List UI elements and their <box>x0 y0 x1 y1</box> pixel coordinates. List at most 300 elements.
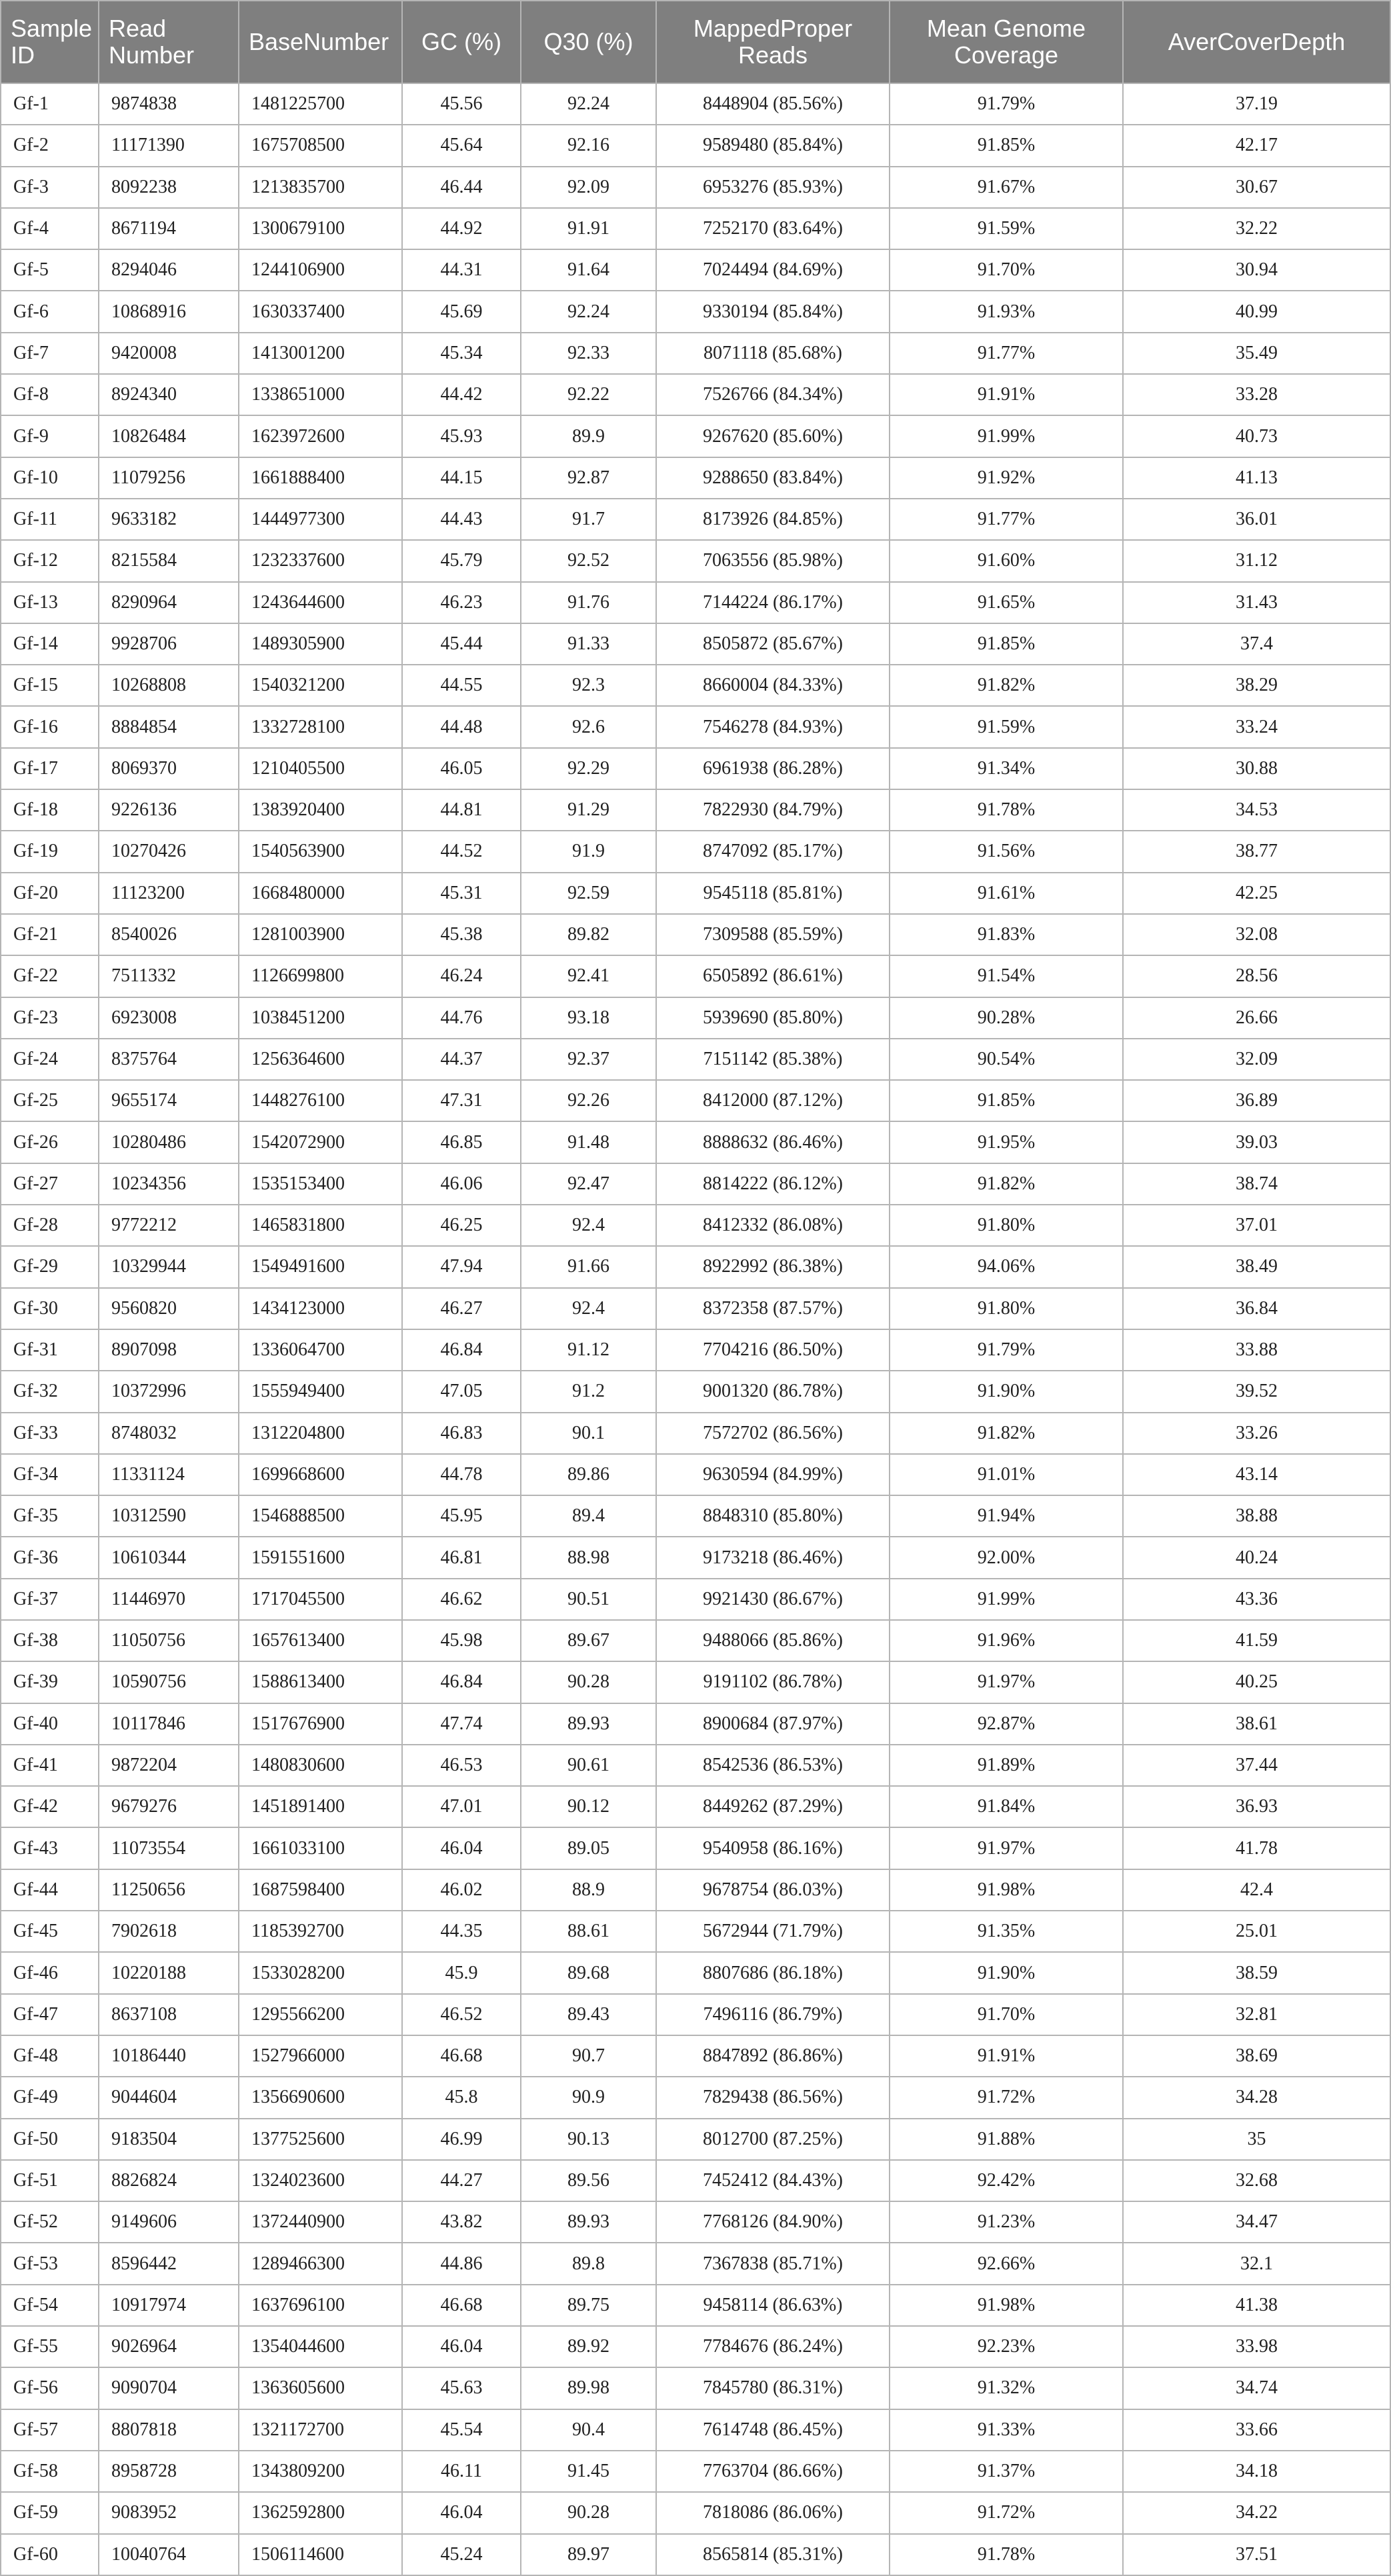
cell-read-number: 9083952 <box>99 2492 239 2533</box>
cell-q30: 91.45 <box>521 2451 656 2492</box>
cell-gc: 46.04 <box>402 1827 521 1869</box>
cell-base-number: 1591551600 <box>239 1537 402 1578</box>
cell-gc: 45.24 <box>402 2534 521 2575</box>
cell-read-number: 10234356 <box>99 1163 239 1205</box>
table-row <box>1 2451 1390 2492</box>
table-row <box>1 1911 1390 1952</box>
cell-read-number: 11123200 <box>99 873 239 914</box>
cell-mapped-proper-reads: 8542536 (86.53%) <box>656 1745 890 1786</box>
cell-read-number: 10186440 <box>99 2035 239 2077</box>
cell-read-number: 10826484 <box>99 415 239 457</box>
cell-q30: 92.52 <box>521 540 656 581</box>
cell-aver-cover-depth: 31.12 <box>1123 540 1390 581</box>
cell-read-number: 8215584 <box>99 540 239 581</box>
cell-mean-genome-coverage: 91.59% <box>890 208 1123 249</box>
table-row <box>1 831 1390 872</box>
cell-mean-genome-coverage: 91.93% <box>890 291 1123 332</box>
cell-read-number: 10917974 <box>99 2285 239 2326</box>
cell-mean-genome-coverage: 91.80% <box>890 1288 1123 1329</box>
cell-mean-genome-coverage: 91.90% <box>890 1952 1123 1993</box>
cell-sample-id: Gf-28 <box>1 1205 99 1246</box>
cell-mean-genome-coverage: 91.83% <box>890 914 1123 955</box>
cell-aver-cover-depth: 33.98 <box>1123 2326 1390 2367</box>
cell-q30: 91.76 <box>521 582 656 623</box>
cell-mapped-proper-reads: 8847892 (86.86%) <box>656 2035 890 2077</box>
cell-mean-genome-coverage: 92.00% <box>890 1537 1123 1578</box>
table-row <box>1 1620 1390 1661</box>
cell-mean-genome-coverage: 91.70% <box>890 249 1123 291</box>
cell-mapped-proper-reads: 9540958 (86.16%) <box>656 1827 890 1869</box>
cell-sample-id: Gf-59 <box>1 2492 99 2533</box>
cell-mean-genome-coverage: 91.78% <box>890 789 1123 831</box>
cell-mean-genome-coverage: 91.82% <box>890 665 1123 706</box>
cell-sample-id: Gf-22 <box>1 955 99 997</box>
cell-mean-genome-coverage: 91.72% <box>890 2077 1123 2118</box>
cell-gc: 44.15 <box>402 457 521 499</box>
table-row <box>1 1121 1390 1163</box>
cell-sample-id: Gf-43 <box>1 1827 99 1869</box>
cell-aver-cover-depth: 32.22 <box>1123 208 1390 249</box>
table-row <box>1 457 1390 499</box>
cell-q30: 92.22 <box>521 374 656 415</box>
cell-base-number: 1343809200 <box>239 2451 402 2492</box>
cell-base-number: 1336064700 <box>239 1329 402 1371</box>
cell-mean-genome-coverage: 91.91% <box>890 2035 1123 2077</box>
cell-q30: 91.91 <box>521 208 656 249</box>
cell-sample-id: Gf-48 <box>1 2035 99 2077</box>
cell-base-number: 1213835700 <box>239 167 402 208</box>
cell-q30: 88.61 <box>521 1911 656 1952</box>
cell-q30: 89.93 <box>521 1703 656 1745</box>
cell-base-number: 1281003900 <box>239 914 402 955</box>
cell-mean-genome-coverage: 92.23% <box>890 2326 1123 2367</box>
cell-aver-cover-depth: 39.52 <box>1123 1371 1390 1412</box>
cell-gc: 45.54 <box>402 2409 521 2451</box>
cell-base-number: 1338651000 <box>239 374 402 415</box>
cell-mapped-proper-reads: 5939690 (85.80%) <box>656 997 890 1039</box>
cell-sample-id: Gf-14 <box>1 623 99 665</box>
cell-gc: 44.42 <box>402 374 521 415</box>
cell-sample-id: Gf-31 <box>1 1329 99 1371</box>
cell-q30: 89.68 <box>521 1952 656 1993</box>
cell-q30: 90.1 <box>521 1413 656 1454</box>
cell-mapped-proper-reads: 8173926 (84.85%) <box>656 499 890 540</box>
cell-gc: 45.9 <box>402 1952 521 1993</box>
cell-read-number: 9874838 <box>99 83 239 125</box>
cell-aver-cover-depth: 33.66 <box>1123 2409 1390 2451</box>
cell-read-number: 10329944 <box>99 1246 239 1287</box>
cell-sample-id: Gf-24 <box>1 1039 99 1080</box>
cell-aver-cover-depth: 37.4 <box>1123 623 1390 665</box>
cell-q30: 89.67 <box>521 1620 656 1661</box>
table-row <box>1 1246 1390 1287</box>
cell-mapped-proper-reads: 7252170 (83.64%) <box>656 208 890 249</box>
cell-read-number: 9420008 <box>99 333 239 374</box>
cell-aver-cover-depth: 32.81 <box>1123 1994 1390 2035</box>
cell-base-number: 1244106900 <box>239 249 402 291</box>
cell-aver-cover-depth: 37.44 <box>1123 1745 1390 1786</box>
cell-aver-cover-depth: 36.89 <box>1123 1080 1390 1121</box>
cell-base-number: 1256364600 <box>239 1039 402 1080</box>
cell-base-number: 1542072900 <box>239 1121 402 1163</box>
cell-base-number: 1517676900 <box>239 1703 402 1745</box>
table-row <box>1 1661 1390 1703</box>
cell-gc: 46.44 <box>402 167 521 208</box>
cell-q30: 89.8 <box>521 2243 656 2284</box>
cell-read-number: 10268808 <box>99 665 239 706</box>
cell-base-number: 1413001200 <box>239 333 402 374</box>
table-row <box>1 499 1390 540</box>
cell-aver-cover-depth: 42.4 <box>1123 1869 1390 1911</box>
table-row <box>1 540 1390 581</box>
cell-read-number: 9633182 <box>99 499 239 540</box>
cell-q30: 91.66 <box>521 1246 656 1287</box>
cell-q30: 92.4 <box>521 1205 656 1246</box>
cell-aver-cover-depth: 42.25 <box>1123 873 1390 914</box>
cell-aver-cover-depth: 43.36 <box>1123 1579 1390 1620</box>
cell-base-number: 1717045500 <box>239 1579 402 1620</box>
cell-read-number: 8884854 <box>99 706 239 747</box>
cell-gc: 45.31 <box>402 873 521 914</box>
cell-q30: 92.29 <box>521 748 656 789</box>
cell-read-number: 6923008 <box>99 997 239 1039</box>
cell-sample-id: Gf-9 <box>1 415 99 457</box>
cell-base-number: 1533028200 <box>239 1952 402 1993</box>
cell-mean-genome-coverage: 91.95% <box>890 1121 1123 1163</box>
cell-q30: 92.24 <box>521 83 656 125</box>
cell-base-number: 1448276100 <box>239 1080 402 1121</box>
cell-mean-genome-coverage: 91.82% <box>890 1413 1123 1454</box>
column-header-read-number: Read Number <box>99 1 239 83</box>
cell-q30: 89.92 <box>521 2326 656 2367</box>
table-row <box>1 997 1390 1039</box>
cell-aver-cover-depth: 42.17 <box>1123 125 1390 166</box>
cell-sample-id: Gf-54 <box>1 2285 99 2326</box>
cell-sample-id: Gf-23 <box>1 997 99 1039</box>
cell-aver-cover-depth: 38.69 <box>1123 2035 1390 2077</box>
cell-sample-id: Gf-21 <box>1 914 99 955</box>
cell-gc: 47.74 <box>402 1703 521 1745</box>
cell-q30: 90.51 <box>521 1579 656 1620</box>
cell-base-number: 1377525600 <box>239 2119 402 2160</box>
cell-mean-genome-coverage: 90.54% <box>890 1039 1123 1080</box>
table-row <box>1 1994 1390 2035</box>
cell-sample-id: Gf-12 <box>1 540 99 581</box>
cell-aver-cover-depth: 26.66 <box>1123 997 1390 1039</box>
cell-base-number: 1356690600 <box>239 2077 402 2118</box>
cell-read-number: 10280486 <box>99 1121 239 1163</box>
cell-base-number: 1243644600 <box>239 582 402 623</box>
cell-aver-cover-depth: 39.03 <box>1123 1121 1390 1163</box>
cell-mapped-proper-reads: 7452412 (84.43%) <box>656 2160 890 2201</box>
cell-aver-cover-depth: 41.59 <box>1123 1620 1390 1661</box>
cell-read-number: 7511332 <box>99 955 239 997</box>
cell-mean-genome-coverage: 91.67% <box>890 167 1123 208</box>
cell-q30: 92.6 <box>521 706 656 747</box>
cell-base-number: 1321172700 <box>239 2409 402 2451</box>
cell-base-number: 1295566200 <box>239 1994 402 2035</box>
cell-gc: 44.86 <box>402 2243 521 2284</box>
table-row <box>1 706 1390 747</box>
cell-sample-id: Gf-44 <box>1 1869 99 1911</box>
cell-aver-cover-depth: 40.24 <box>1123 1537 1390 1578</box>
cell-mapped-proper-reads: 7572702 (86.56%) <box>656 1413 890 1454</box>
cell-mean-genome-coverage: 91.96% <box>890 1620 1123 1661</box>
cell-gc: 44.78 <box>402 1454 521 1495</box>
cell-mean-genome-coverage: 91.97% <box>890 1661 1123 1703</box>
cell-sample-id: Gf-46 <box>1 1952 99 1993</box>
cell-aver-cover-depth: 25.01 <box>1123 1911 1390 1952</box>
cell-read-number: 9149606 <box>99 2201 239 2243</box>
cell-mean-genome-coverage: 91.79% <box>890 1329 1123 1371</box>
cell-mean-genome-coverage: 91.72% <box>890 2492 1123 2533</box>
cell-aver-cover-depth: 36.93 <box>1123 1786 1390 1827</box>
cell-q30: 91.29 <box>521 789 656 831</box>
cell-aver-cover-depth: 40.25 <box>1123 1661 1390 1703</box>
cell-read-number: 8637108 <box>99 1994 239 2035</box>
cell-base-number: 1383920400 <box>239 789 402 831</box>
cell-gc: 44.55 <box>402 665 521 706</box>
cell-gc: 45.79 <box>402 540 521 581</box>
cell-aver-cover-depth: 34.47 <box>1123 2201 1390 2243</box>
cell-mean-genome-coverage: 92.87% <box>890 1703 1123 1745</box>
table-row <box>1 208 1390 249</box>
cell-read-number: 10117846 <box>99 1703 239 1745</box>
table-row <box>1 2243 1390 2284</box>
cell-sample-id: Gf-13 <box>1 582 99 623</box>
cell-read-number: 9655174 <box>99 1080 239 1121</box>
cell-q30: 92.16 <box>521 125 656 166</box>
cell-base-number: 1332728100 <box>239 706 402 747</box>
cell-sample-id: Gf-35 <box>1 1495 99 1537</box>
cell-mapped-proper-reads: 9288650 (83.84%) <box>656 457 890 499</box>
cell-base-number: 1675708500 <box>239 125 402 166</box>
cell-mapped-proper-reads: 8412000 (87.12%) <box>656 1080 890 1121</box>
cell-sample-id: Gf-49 <box>1 2077 99 2118</box>
cell-base-number: 1210405500 <box>239 748 402 789</box>
table-row <box>1 1745 1390 1786</box>
cell-q30: 90.4 <box>521 2409 656 2451</box>
cell-gc: 45.64 <box>402 125 521 166</box>
cell-sample-id: Gf-52 <box>1 2201 99 2243</box>
cell-read-number: 8375764 <box>99 1039 239 1080</box>
cell-mean-genome-coverage: 91.99% <box>890 1579 1123 1620</box>
cell-q30: 92.4 <box>521 1288 656 1329</box>
cell-gc: 45.8 <box>402 2077 521 2118</box>
cell-sample-id: Gf-47 <box>1 1994 99 2035</box>
cell-read-number: 10040764 <box>99 2534 239 2575</box>
cell-mean-genome-coverage: 92.66% <box>890 2243 1123 2284</box>
cell-sample-id: Gf-30 <box>1 1288 99 1329</box>
cell-gc: 46.84 <box>402 1661 521 1703</box>
cell-aver-cover-depth: 32.1 <box>1123 2243 1390 2284</box>
cell-read-number: 9090704 <box>99 2367 239 2409</box>
table-row <box>1 1952 1390 1993</box>
cell-gc: 46.84 <box>402 1329 521 1371</box>
cell-aver-cover-depth: 43.14 <box>1123 1454 1390 1495</box>
cell-aver-cover-depth: 38.61 <box>1123 1703 1390 1745</box>
cell-mapped-proper-reads: 6953276 (85.93%) <box>656 167 890 208</box>
cell-gc: 44.43 <box>402 499 521 540</box>
cell-mean-genome-coverage: 91.97% <box>890 1827 1123 1869</box>
cell-base-number: 1637696100 <box>239 2285 402 2326</box>
cell-q30: 89.4 <box>521 1495 656 1537</box>
cell-aver-cover-depth: 33.24 <box>1123 706 1390 747</box>
cell-mean-genome-coverage: 91.92% <box>890 457 1123 499</box>
cell-gc: 46.04 <box>402 2492 521 2533</box>
cell-gc: 46.62 <box>402 1579 521 1620</box>
cell-base-number: 1312204800 <box>239 1413 402 1454</box>
cell-mapped-proper-reads: 7546278 (84.93%) <box>656 706 890 747</box>
cell-gc: 44.81 <box>402 789 521 831</box>
cell-q30: 90.13 <box>521 2119 656 2160</box>
cell-mapped-proper-reads: 8372358 (87.57%) <box>656 1288 890 1329</box>
cell-q30: 89.43 <box>521 1994 656 2035</box>
table-row <box>1 2035 1390 2077</box>
cell-mean-genome-coverage: 91.91% <box>890 374 1123 415</box>
cell-sample-id: Gf-60 <box>1 2534 99 2575</box>
cell-read-number: 9928706 <box>99 623 239 665</box>
cell-sample-id: Gf-17 <box>1 748 99 789</box>
cell-mapped-proper-reads: 8660004 (84.33%) <box>656 665 890 706</box>
cell-mapped-proper-reads: 6961938 (86.28%) <box>656 748 890 789</box>
cell-base-number: 1588613400 <box>239 1661 402 1703</box>
cell-q30: 90.9 <box>521 2077 656 2118</box>
cell-mean-genome-coverage: 90.28% <box>890 997 1123 1039</box>
column-header-mean-genome-coverage: Mean Genome Coverage <box>890 1 1123 83</box>
cell-read-number: 8807818 <box>99 2409 239 2451</box>
cell-mapped-proper-reads: 9330194 (85.84%) <box>656 291 890 332</box>
cell-read-number: 10220188 <box>99 1952 239 1993</box>
cell-mean-genome-coverage: 91.37% <box>890 2451 1123 2492</box>
table-row <box>1 1371 1390 1412</box>
cell-mean-genome-coverage: 92.42% <box>890 2160 1123 2201</box>
table-row <box>1 2367 1390 2409</box>
cell-gc: 44.35 <box>402 1911 521 1952</box>
cell-aver-cover-depth: 38.59 <box>1123 1952 1390 1993</box>
cell-sample-id: Gf-51 <box>1 2160 99 2201</box>
cell-q30: 90.28 <box>521 1661 656 1703</box>
cell-read-number: 11073554 <box>99 1827 239 1869</box>
cell-gc: 45.44 <box>402 623 521 665</box>
table-row <box>1 374 1390 415</box>
cell-sample-id: Gf-25 <box>1 1080 99 1121</box>
table-row <box>1 1786 1390 1827</box>
cell-sample-id: Gf-32 <box>1 1371 99 1412</box>
cell-gc: 46.24 <box>402 955 521 997</box>
cell-gc: 45.63 <box>402 2367 521 2409</box>
cell-q30: 92.3 <box>521 665 656 706</box>
cell-aver-cover-depth: 31.43 <box>1123 582 1390 623</box>
cell-base-number: 1549491600 <box>239 1246 402 1287</box>
cell-sample-id: Gf-37 <box>1 1579 99 1620</box>
cell-base-number: 1630337400 <box>239 291 402 332</box>
cell-base-number: 1668480000 <box>239 873 402 914</box>
cell-mapped-proper-reads: 9589480 (85.84%) <box>656 125 890 166</box>
table-row <box>1 249 1390 291</box>
cell-gc: 46.85 <box>402 1121 521 1163</box>
column-header-gc: GC (%) <box>402 1 521 83</box>
cell-read-number: 8596442 <box>99 2243 239 2284</box>
cell-gc: 45.38 <box>402 914 521 955</box>
cell-gc: 46.83 <box>402 1413 521 1454</box>
cell-base-number: 1465831800 <box>239 1205 402 1246</box>
cell-q30: 90.61 <box>521 1745 656 1786</box>
table-row <box>1 748 1390 789</box>
cell-mean-genome-coverage: 91.89% <box>890 1745 1123 1786</box>
cell-sample-id: Gf-10 <box>1 457 99 499</box>
cell-mapped-proper-reads: 7144224 (86.17%) <box>656 582 890 623</box>
cell-mapped-proper-reads: 7845780 (86.31%) <box>656 2367 890 2409</box>
table-row <box>1 2409 1390 2451</box>
cell-base-number: 1687598400 <box>239 1869 402 1911</box>
cell-mapped-proper-reads: 9458114 (86.63%) <box>656 2285 890 2326</box>
cell-base-number: 1038451200 <box>239 997 402 1039</box>
cell-q30: 89.98 <box>521 2367 656 2409</box>
table-row <box>1 125 1390 166</box>
cell-mapped-proper-reads: 7822930 (84.79%) <box>656 789 890 831</box>
cell-mapped-proper-reads: 9267620 (85.60%) <box>656 415 890 457</box>
cell-q30: 90.7 <box>521 2035 656 2077</box>
cell-read-number: 11331124 <box>99 1454 239 1495</box>
cell-base-number: 1540321200 <box>239 665 402 706</box>
cell-mean-genome-coverage: 91.54% <box>890 955 1123 997</box>
cell-read-number: 8924340 <box>99 374 239 415</box>
cell-aver-cover-depth: 35.49 <box>1123 333 1390 374</box>
cell-read-number: 10868916 <box>99 291 239 332</box>
cell-mapped-proper-reads: 9001320 (86.78%) <box>656 1371 890 1412</box>
cell-q30: 91.33 <box>521 623 656 665</box>
table-row <box>1 291 1390 332</box>
cell-sample-id: Gf-56 <box>1 2367 99 2409</box>
cell-gc: 46.25 <box>402 1205 521 1246</box>
cell-q30: 88.98 <box>521 1537 656 1578</box>
cell-read-number: 10610344 <box>99 1537 239 1578</box>
cell-q30: 89.97 <box>521 2534 656 2575</box>
cell-base-number: 1623972600 <box>239 415 402 457</box>
cell-base-number: 1372440900 <box>239 2201 402 2243</box>
cell-mean-genome-coverage: 91.23% <box>890 2201 1123 2243</box>
cell-q30: 91.64 <box>521 249 656 291</box>
cell-aver-cover-depth: 28.56 <box>1123 955 1390 997</box>
cell-gc: 46.53 <box>402 1745 521 1786</box>
cell-gc: 45.98 <box>402 1620 521 1661</box>
cell-mapped-proper-reads: 8448904 (85.56%) <box>656 83 890 125</box>
cell-gc: 47.05 <box>402 1371 521 1412</box>
cell-mapped-proper-reads: 7829438 (86.56%) <box>656 2077 890 2118</box>
cell-mean-genome-coverage: 91.77% <box>890 499 1123 540</box>
cell-mapped-proper-reads: 7768126 (84.90%) <box>656 2201 890 2243</box>
cell-read-number: 11171390 <box>99 125 239 166</box>
cell-sample-id: Gf-29 <box>1 1246 99 1287</box>
cell-base-number: 1324023600 <box>239 2160 402 2201</box>
cell-read-number: 8826824 <box>99 2160 239 2201</box>
cell-q30: 88.9 <box>521 1869 656 1911</box>
cell-aver-cover-depth: 30.88 <box>1123 748 1390 789</box>
table-row <box>1 1703 1390 1745</box>
cell-mapped-proper-reads: 8505872 (85.67%) <box>656 623 890 665</box>
cell-base-number: 1289466300 <box>239 2243 402 2284</box>
cell-mapped-proper-reads: 7818086 (86.06%) <box>656 2492 890 2533</box>
cell-gc: 45.34 <box>402 333 521 374</box>
cell-q30: 91.48 <box>521 1121 656 1163</box>
cell-read-number: 8748032 <box>99 1413 239 1454</box>
cell-read-number: 7902618 <box>99 1911 239 1952</box>
cell-read-number: 8290964 <box>99 582 239 623</box>
cell-base-number: 1481225700 <box>239 83 402 125</box>
cell-mean-genome-coverage: 91.90% <box>890 1371 1123 1412</box>
cell-sample-id: Gf-16 <box>1 706 99 747</box>
